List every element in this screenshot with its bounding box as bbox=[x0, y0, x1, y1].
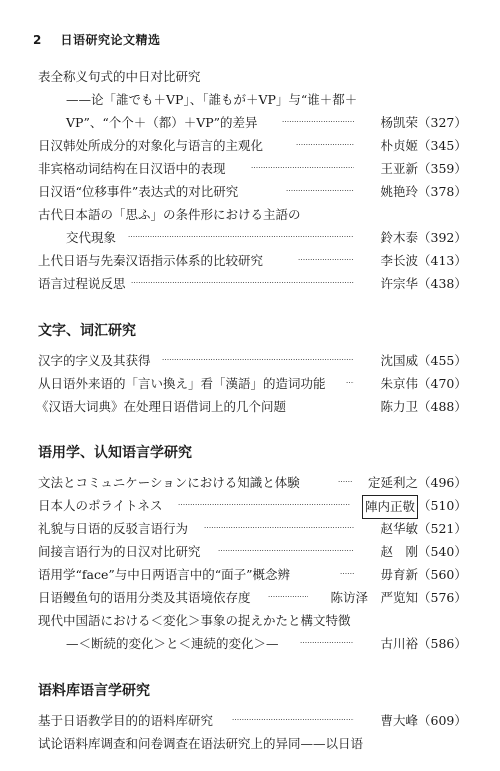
entry-title: 基于日语教学目的的语料库研究 bbox=[38, 713, 214, 728]
entry-title: 语言过程说反思 bbox=[38, 276, 126, 291]
leader-dots bbox=[338, 472, 352, 494]
entry-author: 陈访泽 严览知 bbox=[330, 590, 418, 605]
entry-title: 语用学“face”与中日两语言中的“面子”概念辨 bbox=[38, 567, 291, 582]
entry-title: 试论语料库调查和问卷调查在语法研究上的异同——以日语 bbox=[38, 736, 364, 751]
section-heading: 语料库语言学研究 bbox=[38, 683, 150, 699]
toc-entry[interactable] bbox=[0, 564, 500, 586]
entry-page: （345） bbox=[418, 138, 467, 153]
entry-title: 日本人のポライトネス bbox=[38, 498, 163, 513]
entry-author: 沈国威 bbox=[380, 353, 418, 368]
book-title: 日语研究论文精选 bbox=[60, 33, 161, 47]
toc-entry-subtitle bbox=[0, 112, 500, 134]
section-heading: 文字、词汇研究 bbox=[38, 323, 136, 339]
entry-page: （378） bbox=[418, 184, 467, 199]
entry-page: （586） bbox=[418, 636, 467, 651]
leader-dots bbox=[131, 273, 354, 295]
entry-title: 文法とコミュニケーションにおける知識と体験 bbox=[38, 475, 300, 490]
toc-entry[interactable] bbox=[0, 518, 500, 540]
leader-dots bbox=[128, 227, 354, 249]
entry-page: （496） bbox=[418, 475, 467, 490]
toc-entry[interactable] bbox=[0, 250, 500, 272]
leader-dots bbox=[340, 564, 354, 586]
entry-title: 日汉语“位移事件”表达式的对比研究 bbox=[38, 184, 239, 199]
toc-entry[interactable] bbox=[0, 350, 500, 372]
entry-page: （455） bbox=[418, 353, 467, 368]
leader-dots bbox=[251, 158, 354, 180]
leader-dots bbox=[298, 250, 354, 272]
entry-subtitle: —＜断続的変化＞と＜連続的変化＞— bbox=[66, 636, 279, 651]
toc-entry[interactable] bbox=[0, 273, 500, 295]
entry-title: 非宾格动词结构在日汉语中的表现 bbox=[38, 161, 226, 176]
entry-subtitle: 交代現象 bbox=[66, 230, 117, 245]
toc-entry[interactable] bbox=[0, 181, 500, 203]
entry-author: 陈力卫 bbox=[380, 399, 418, 414]
entry-author: 朴贞姬 bbox=[380, 138, 418, 153]
entry-title: 间接言语行为的日汉对比研究 bbox=[38, 544, 201, 559]
entry-author: 曹大峰 bbox=[380, 713, 418, 728]
entry-author: 李长波 bbox=[380, 253, 418, 268]
leader-dots bbox=[346, 373, 354, 395]
toc-entry[interactable] bbox=[0, 158, 500, 180]
toc-entry[interactable] bbox=[0, 587, 500, 609]
entry-author-highlighted: 陣内正敬 bbox=[362, 495, 418, 519]
entry-page: （576） bbox=[418, 590, 467, 605]
entry-title: 汉字的字义及其获得 bbox=[38, 353, 151, 368]
entry-page: （470） bbox=[418, 376, 467, 391]
toc-entry[interactable] bbox=[0, 373, 500, 395]
leader-dots bbox=[204, 518, 354, 540]
toc-entry[interactable] bbox=[0, 495, 500, 517]
entry-page: （392） bbox=[418, 230, 467, 245]
leader-dots bbox=[286, 181, 354, 203]
leader-dots bbox=[300, 633, 354, 655]
section-heading: 语用学、认知语言学研究 bbox=[38, 445, 192, 461]
toc-entry[interactable] bbox=[0, 135, 500, 157]
toc-entry[interactable] bbox=[0, 541, 500, 563]
toc-entry[interactable] bbox=[0, 610, 500, 632]
entry-title: 礼貌与日语的反驳言语行为 bbox=[38, 521, 189, 536]
entry-author: 毋育新 bbox=[380, 567, 418, 582]
leader-dots bbox=[282, 112, 354, 134]
entry-author: 杨凯荣 bbox=[380, 115, 418, 130]
entry-author: 朱京伟 bbox=[380, 376, 418, 391]
entry-author: 姚艳玲 bbox=[380, 184, 418, 199]
entry-title: 现代中国語における＜変化＞事象の捉えかたと構文特徴 bbox=[38, 613, 351, 628]
entry-page: （438） bbox=[418, 276, 467, 291]
toc-entry[interactable] bbox=[0, 472, 500, 494]
leader-dots bbox=[162, 350, 354, 372]
entry-title: 《汉语大词典》在处理日语借词上的几个问题 bbox=[36, 399, 287, 414]
entry-page: （488） bbox=[418, 399, 467, 414]
entry-page: （327） bbox=[418, 115, 467, 130]
toc-entry[interactable] bbox=[0, 66, 500, 88]
entry-title: 日汉韩处所成分的对象化与语言的主观化 bbox=[38, 138, 264, 153]
toc-entry[interactable] bbox=[0, 710, 500, 732]
toc-entry-subtitle bbox=[0, 633, 500, 655]
entry-page: （609） bbox=[418, 713, 467, 728]
page-header bbox=[33, 31, 161, 48]
entry-page: （510） bbox=[418, 498, 467, 513]
entry-author: 许宗华 bbox=[380, 276, 418, 291]
entry-page: （359） bbox=[418, 161, 467, 176]
leader-dots bbox=[268, 587, 308, 609]
toc-entry-subtitle bbox=[0, 89, 500, 111]
entry-author: 定延利之 bbox=[367, 475, 418, 490]
entry-author: 古川裕 bbox=[380, 636, 418, 651]
entry-page: （413） bbox=[418, 253, 467, 268]
entry-title: 日语鳗鱼句的语用分类及其语境依存度 bbox=[38, 590, 251, 605]
entry-subtitle: ——论「誰でも＋VP」、「誰もが＋VP」与“谁＋都＋ bbox=[66, 92, 358, 107]
entry-author: 鈴木泰 bbox=[380, 230, 418, 245]
toc-entry-subtitle bbox=[0, 227, 500, 249]
entry-author: 王亚新 bbox=[380, 161, 418, 176]
entry-title: 从日语外来语的「言い換え」看「漢語」的造词功能 bbox=[38, 376, 326, 391]
leader-dots bbox=[296, 135, 354, 157]
toc-entry[interactable] bbox=[0, 733, 500, 755]
page-number: 2 bbox=[33, 33, 42, 47]
leader-dots bbox=[218, 541, 354, 563]
entry-title: 上代日语与先秦汉语指示体系的比较研究 bbox=[38, 253, 264, 268]
entry-subtitle: VP”、“个个＋（都）＋VP”的差异 bbox=[66, 115, 258, 130]
entry-title: 表全称义句式的中日对比研究 bbox=[38, 69, 201, 84]
entry-author: 赵 刚 bbox=[380, 544, 418, 559]
entry-author: 赵华敏 bbox=[380, 521, 418, 536]
toc-entry[interactable] bbox=[0, 204, 500, 226]
toc-entry[interactable] bbox=[0, 396, 500, 418]
entry-page: （521） bbox=[418, 521, 467, 536]
entry-page: （560） bbox=[418, 567, 467, 582]
entry-title: 古代日本語の「思ふ」の条件形における主語の bbox=[38, 207, 301, 222]
leader-dots bbox=[232, 710, 354, 732]
leader-dots bbox=[178, 495, 350, 517]
entry-page: （540） bbox=[418, 544, 467, 559]
